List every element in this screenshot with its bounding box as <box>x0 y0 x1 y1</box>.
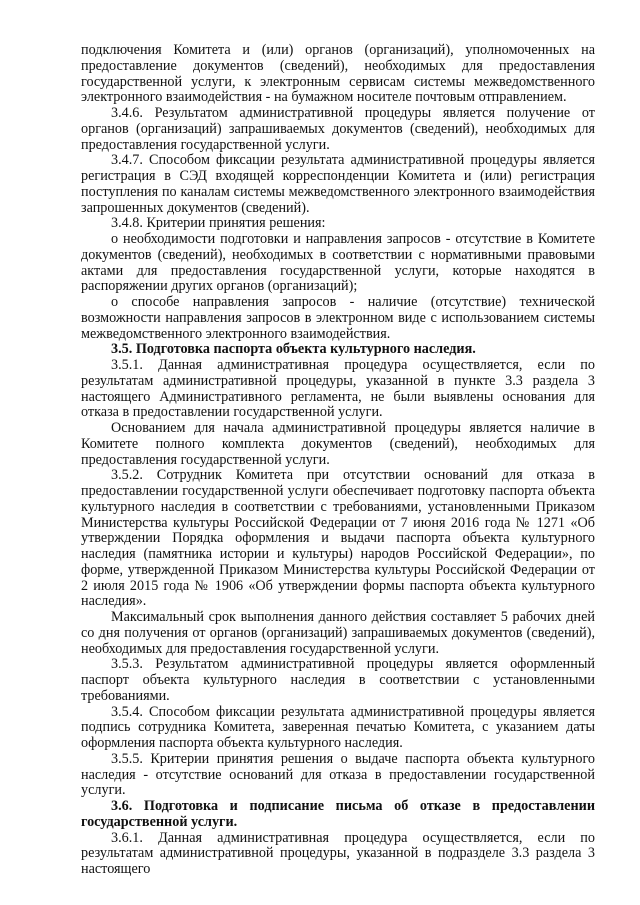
criteria-item-requests-method: о способе направления запросов - наличие (отсутствие) технической возможности направления запросов в электронном виде с использованием системы межведомственного электронного взаимодействия. <box>81 294 595 342</box>
paragraph-3-5-2-deadline: Максимальный срок выполнения данного действия составляет 5 рабочих дней со дня получения от органов (организаций) запрашиваемых документов (сведений), необходимых для предоставления государственной услуги. <box>81 609 595 657</box>
paragraph-3-4-8: 3.4.8. Критерии принятия решения: <box>111 215 326 232</box>
section-heading-3-6: 3.6. Подготовка и подписание письма об отказе в предоставлении государственной услуги. <box>81 798 595 830</box>
paragraph-3-5-4: 3.5.4. Способом фиксации результата административной процедуры является подпись сотрудника Комитета, заверенная печатью Комитета, с указанием даты оформления паспорта объекта культурного наследия. <box>81 703 595 751</box>
paragraph-3-5-5: 3.5.5. Критерии принятия решения о выдаче паспорта объекта культурного наследия - отсутствие оснований для отказа в предоставлении государственной услуги. <box>81 750 595 799</box>
paragraph-3-4-7: 3.4.7. Способом фиксации результата административной процедуры является регистрация в СЭД входящей корреспонденции Комитета и (или) регистрация поступления по каналам системы межведомственного электронного взаимодействия запрошенных документов (сведений). <box>81 152 595 216</box>
section-heading-3-5: 3.5. Подготовка паспорта объекта культурного наследия. <box>111 341 476 358</box>
document-page <box>81 43 595 878</box>
paragraph-3-6-1: 3.6.1. Данная административная процедура осуществляется, если по результатам административной процедуры, указанной в подразделе 3.3 раздела 3 настоящего <box>81 829 595 877</box>
paragraph-3-5-3: 3.5.3. Результатом административной процедуры является оформленный паспорт объекта культурного наследия в соответствии с установленными требованиями. <box>81 656 595 704</box>
paragraph-3-4-5-continuation: подключения Комитета и (или) органов (организаций), уполномоченных на предоставление документов (сведений), необходимых для предоставления государственной услуги, к электронным сервисам системы межведомственного электронного взаимодействия - на бумажном носителе почтовым отправлением. <box>81 42 595 106</box>
paragraph-3-5-1: 3.5.1. Данная административная процедура осуществляется, если по результатам административной процедуры, указанной в пункте 3.3 раздела 3 настоящего Административного регламента, не были выявлены основания для отказа в предоставлении государственной услуги. <box>81 357 595 421</box>
paragraph-3-5-2: 3.5.2. Сотрудник Комитета при отсутствии оснований для отказа в предоставлении государственной услуги обеспечивает подготовку паспорта объекта культурного наследия в соответствии с требованиями, установленными Приказом Министерства культуры Российской Федерации от 7 июня 2016 года № 1271 «Об утверждении Порядка оформления и выдачи паспорта объекта культурного наследия (памятника истории и культуры) народов Российской Федерации», по форме, утвержденной Приказом Министерства культуры Российской Федерации от 2 июля 2015 года № 1906 «Об утверждении формы паспорта объекта культурного наследия». <box>81 467 595 610</box>
paragraph-3-5-1-basis: Основанием для начала административной процедуры является наличие в Комитете полного комплекта документов (сведений), необходимых для предоставления государственной услуги. <box>81 420 595 468</box>
criteria-item-requests-need: о необходимости подготовки и направления запросов - отсутствие в Комитете документов (сведений), необходимых в соответствии с нормативными правовыми актами для предоставления государственной услуги, которые находятся в распоряжении других органов (организаций); <box>81 231 595 295</box>
paragraph-3-4-6: 3.4.6. Результатом административной процедуры является получение от органов (организаций) запрашиваемых документов (сведений), необходимых для предоставления государственной услуги. <box>81 105 595 153</box>
